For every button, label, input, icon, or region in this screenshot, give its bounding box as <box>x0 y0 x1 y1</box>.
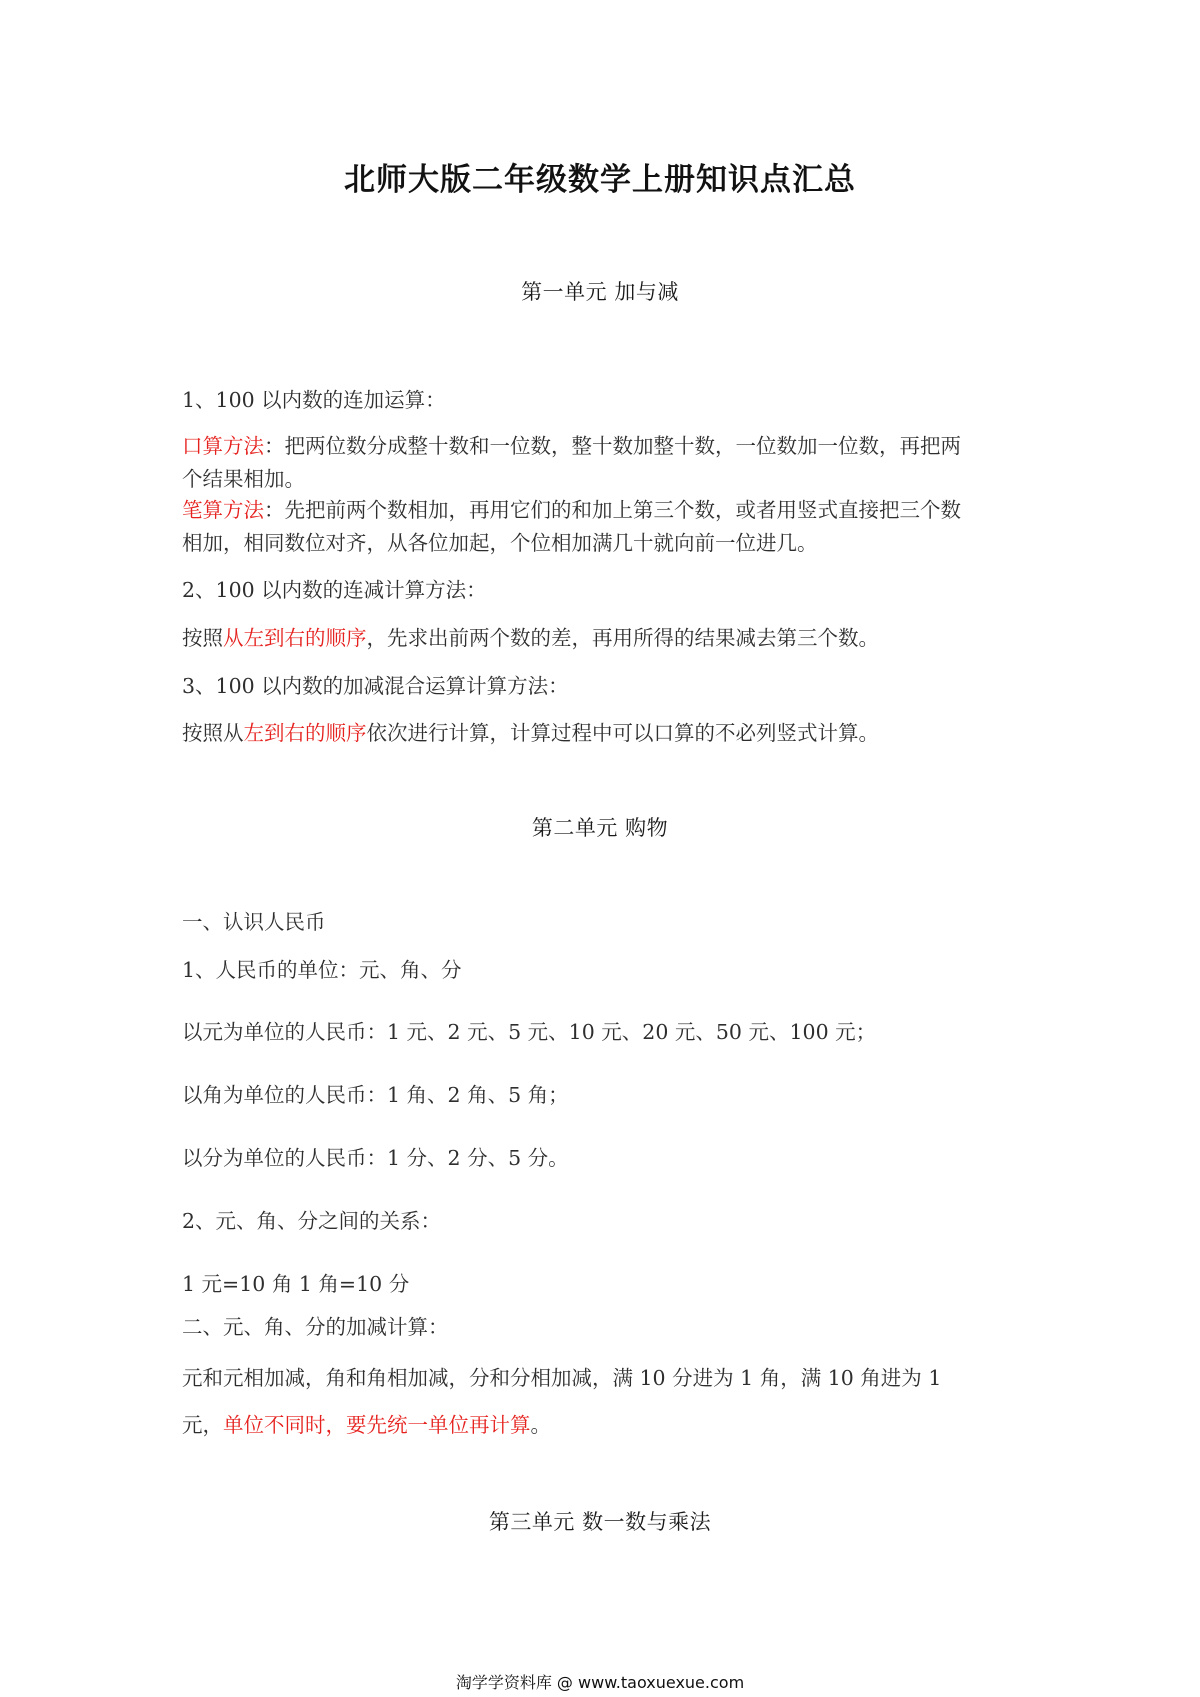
fen-denominations: 以分为单位的人民币：1 分、2 分、5 分。 <box>182 1146 569 1170</box>
calc-highlight: 单位不同时，要先统一单位再计算 <box>223 1413 531 1437</box>
unit2-section1-heading: 一、认识人民币 <box>182 910 326 934</box>
item2-pre: 按照 <box>182 626 223 650</box>
yuan-denominations: 以元为单位的人民币：1 元、2 元、5 元、10 元、20 元、50 元、100 元； <box>182 1020 877 1044</box>
item2-highlight: 从左到右的顺序 <box>223 626 367 650</box>
calc-line-1: 元和元相加减，角和角相加减，分和分相加减，满 10 分进为 1 角，满 10 角进为 1 <box>182 1366 942 1390</box>
calc-pre: 元， <box>182 1413 223 1437</box>
item3-pre: 按照从 <box>182 721 244 745</box>
written-method-line-1 <box>182 496 961 524</box>
calc-line-2 <box>182 1411 551 1439</box>
unit2-title: 第二单元 购物 <box>531 816 669 840</box>
oral-method-text: ：把两位数分成整十数和一位数，整十数加整十数，一位数加一位数，再把两 <box>264 434 961 458</box>
item3-highlight: 左到右的顺序 <box>243 721 367 745</box>
unit1-title: 第一单元 加与减 <box>521 280 679 304</box>
item2-post: ，先求出前两个数的差，再用所得的结果减去第三个数。 <box>366 626 879 650</box>
unit2-section2-heading: 二、元、角、分的加减计算： <box>182 1315 449 1339</box>
unit1-item3-heading: 3、100 以内数的加减混合运算计算方法： <box>182 674 569 698</box>
oral-method-label: 口算方法 <box>182 434 264 458</box>
unit1-item2-text <box>182 624 879 652</box>
oral-method-line-2: 个结果相加。 <box>182 467 305 491</box>
unit-relation: 1 元=10 角 1 角=10 分 <box>182 1272 410 1296</box>
unit2-item1-heading: 1、人民币的单位：元、角、分 <box>182 958 462 982</box>
written-method-line-2: 相加，相同数位对齐，从各位加起，个位相加满几十就向前一位进几。 <box>182 531 818 555</box>
unit3-title: 第三单元 数一数与乘法 <box>488 1510 712 1534</box>
unit1-item1-heading: 1、100 以内数的连加运算： <box>182 388 446 412</box>
written-method-text: ：先把前两个数相加，再用它们的和加上第三个数，或者用竖式直接把三个数 <box>264 498 961 522</box>
document-title: 北师大版二年级数学上册知识点汇总 <box>344 162 856 198</box>
calc-post: 。 <box>530 1413 551 1437</box>
jiao-denominations: 以角为单位的人民币：1 角、2 角、5 角； <box>182 1083 569 1107</box>
unit1-item3-text <box>182 719 879 747</box>
written-method-label: 笔算方法 <box>182 498 264 522</box>
unit2-item2-heading: 2、元、角、分之间的关系： <box>182 1209 442 1233</box>
footer-watermark: 淘学学资料库 @ www.taoxuexue.com <box>455 1673 745 1692</box>
oral-method-line-1 <box>182 432 961 460</box>
item3-post: 依次进行计算，计算过程中可以口算的不必列竖式计算。 <box>366 721 879 745</box>
unit1-item2-heading: 2、100 以内数的连减计算方法： <box>182 578 487 602</box>
